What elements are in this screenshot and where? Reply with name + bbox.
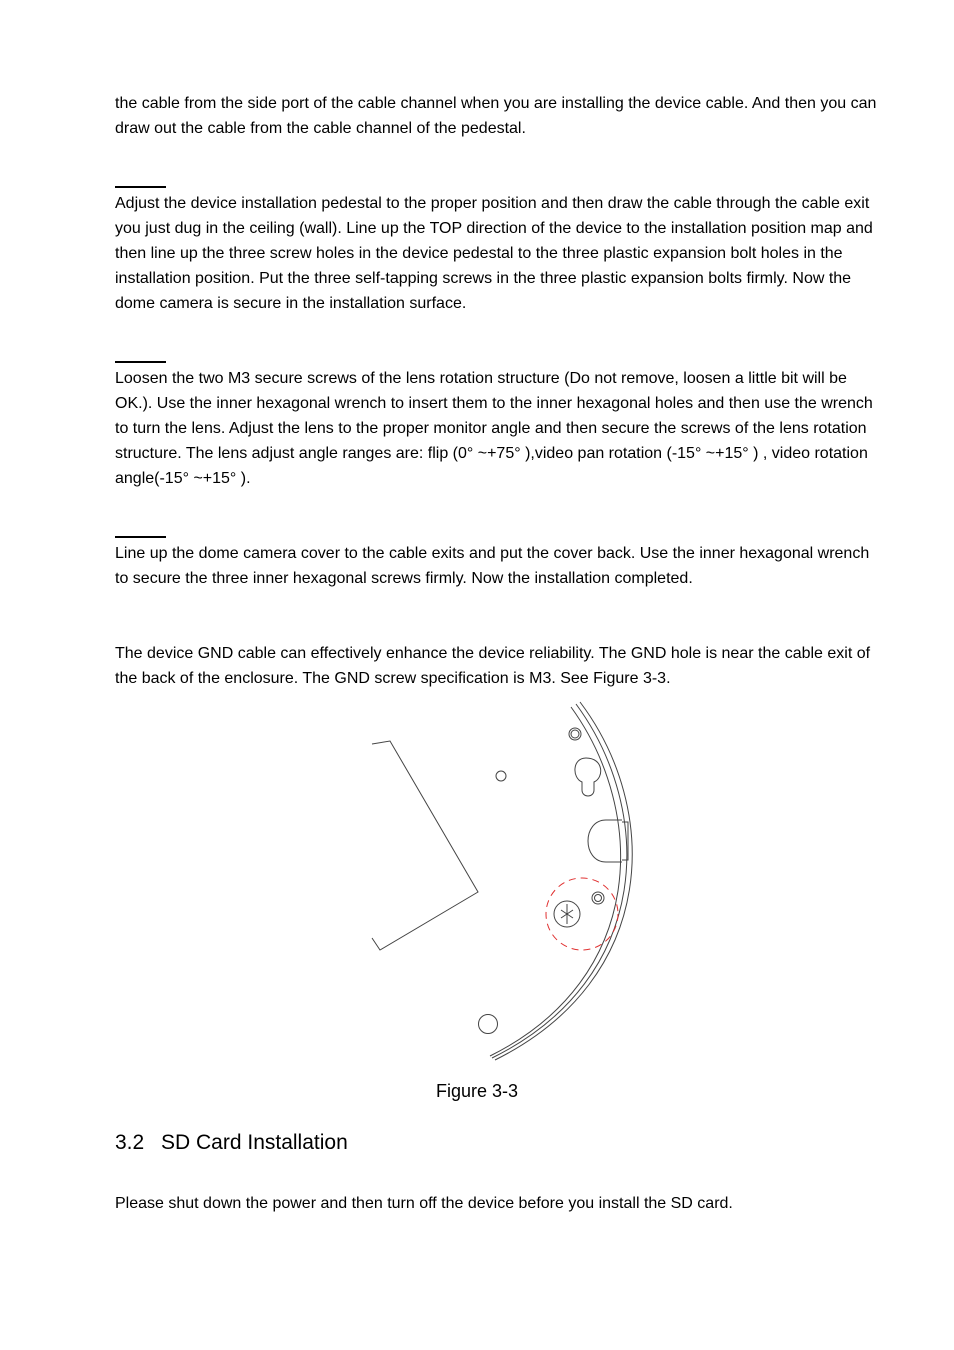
- paragraph-sd-card-note: Please shut down the power and then turn off the device before you install the SD card.: [115, 1195, 733, 1212]
- paragraph-cable-channel: the cable from the side port of the cable channel when you are installing the device cable. And then you can draw out the cable from the cable channel of the pedestal.: [115, 95, 877, 137]
- paragraph-pedestal-install: Adjust the device installation pedestal to the proper position and then draw the cable through the cable exit you just dug in the ceiling (wall). Line up the TOP direction of the device to the installation position map and then line up the three screw holes in the device pedestal to the three plastic expansion bolt holes in the installation position. Put the three self-tapping screws in the three plastic expansion bolts firmly. Now the dome camera is secure in the installation surface.: [115, 195, 873, 312]
- gnd-hole-highlight-circle: [546, 878, 618, 950]
- housing-inner-arc: [490, 707, 621, 1056]
- housing-middle-arc: [492, 704, 627, 1058]
- cable-exit-tab: [588, 820, 622, 862]
- paragraph-cover-install: Line up the dome camera cover to the cable exits and put the cover back. Use the inner hexagonal wrench to secure the three inner hexagonal screws firmly. Now the installation completed.: [115, 545, 870, 587]
- keyhole-slot: [575, 758, 601, 796]
- step-marker-rule: [115, 536, 166, 538]
- housing-outer-arc: [495, 702, 632, 1060]
- paragraph-gnd-cable: The device GND cable can effectively enhance the device reliability. The GND hole is near the cable exit of the back of the enclosure. The GND screw specification is M3. See Figure 3-3.: [115, 645, 871, 687]
- step-marker-rule: [115, 361, 166, 363]
- step-marker-rule: [115, 186, 166, 188]
- enclosure-back-drawing: [360, 698, 640, 1063]
- screw-hole-bottom: [479, 1015, 498, 1034]
- mounting-bracket-outline: [372, 741, 478, 950]
- screw-hole-right: [592, 892, 604, 904]
- figure-gnd-hole-diagram: [360, 698, 640, 1063]
- paragraph-lens-adjust: Loosen the two M3 secure screws of the lens rotation structure (Do not remove, loosen a little bit will be OK.). Use the inner hexagonal wrench to insert them to the inner hexagonal holes and then use the wrench to turn the lens. Adjust the lens to the proper monitor angle and then secure the screws of the lens rotation structure. The lens adjust angle ranges are: flip (0° ~+75° ),video pan rotation (-15° ~+15° ) , video rotation angle(-15° ~+15° ).: [115, 370, 873, 487]
- section-heading: [115, 1129, 348, 1157]
- section-title: SD Card Installation: [161, 1131, 348, 1154]
- section-number: 3.2: [115, 1131, 145, 1154]
- figure-caption: Figure 3-3: [435, 1081, 519, 1101]
- screw-hole-small: [496, 771, 506, 781]
